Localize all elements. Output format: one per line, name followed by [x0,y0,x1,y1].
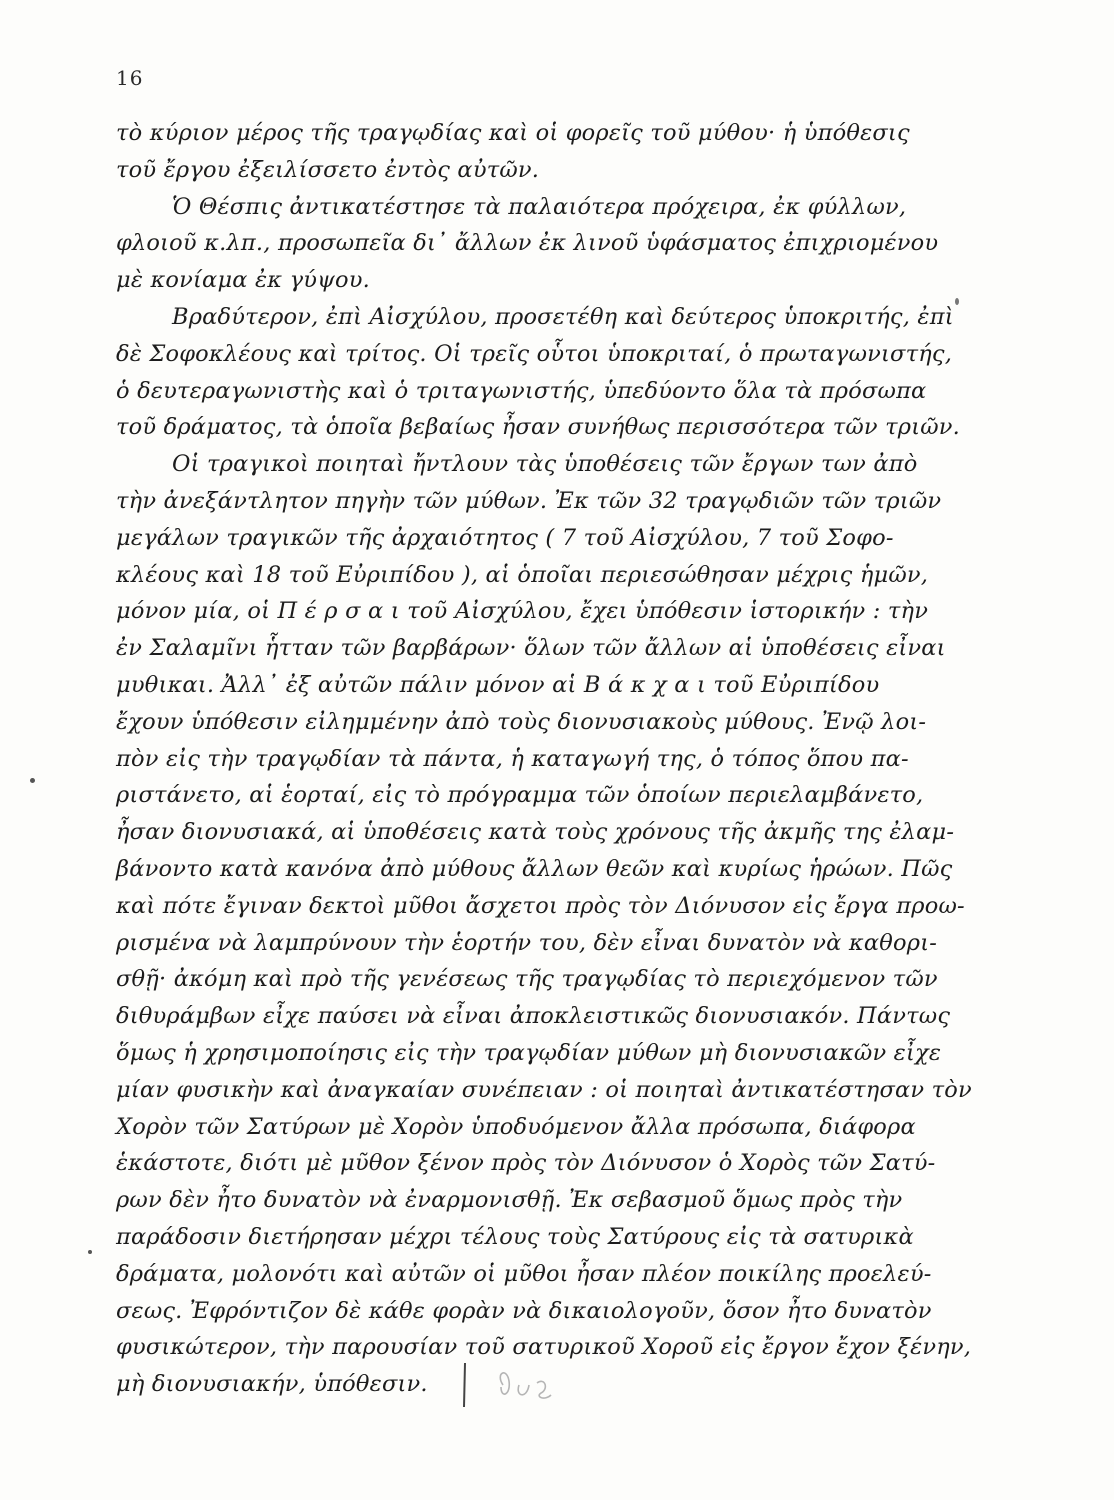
text-line: παράδοσιν διετήρησαν μέχρι τέλους τοὺς Σατύρους εἰς τὰ σατυρικὰ [116,1223,914,1250]
text-line: κλέους καὶ 18 τοῦ Εὐριπίδου ), αἱ ὁποῖαι περιεσώθησαν μέχρις ἡμῶν, [116,561,929,588]
page-number: 16 [116,66,144,90]
text-line: φυσικώτερον, τὴν παρουσίαν τοῦ σατυρικοῦ Χοροῦ εἰς ἔργον ἔχον ξένην, [116,1334,972,1361]
text-line: διθυράμβων εἶχε παύσει νὰ εἶναι ἀποκλειστικῶς διονυσιακόν. Πάντως [116,1003,951,1030]
text-line: ὁ δευτεραγωνιστὴς καὶ ὁ τριταγωνιστής, ὑπεδύοντο ὅλα τὰ πρόσωπα [116,377,927,404]
text-line: μὴ διονυσιακήν, ὑπόθεσιν. [116,1371,428,1398]
text-line: μυθικαι. Ἀλλ᾽ ἐξ αὐτῶν πάλιν μόνον αἱ Β ά κ χ α ι τοῦ Εὐριπίδου [116,671,880,698]
text-line: ἔχουν ὑπόθεσιν εἰλημμένην ἀπὸ τοὺς διονυσιακοὺς μύθους. Ἐνῷ λοι- [116,708,927,735]
scan-speck [88,1250,92,1254]
text-line: μίαν φυσικὴν καὶ ἀναγκαίαν συνέπειαν : οἱ ποιηταὶ ἀντικατέστησαν τὸν [116,1076,972,1103]
text-line: τὸ κύριον μέρος τῆς τραγῳδίας καὶ οἱ φορεῖς τοῦ μύθου· ἡ ὑπόθεσις [116,120,910,146]
body-text [116,115,971,1403]
text-line: ἑκάστοτε, διότι μὲ μῦθον ξένον πρὸς τὸν Διόνυσον ὁ Χορὸς τῶν Σατύ- [116,1150,936,1177]
text-line: μεγάλων τραγικῶν τῆς ἀρχαιότητος ( 7 τοῦ Αἰσχύλου, 7 τοῦ Σοφο- [116,524,894,551]
text-line: βάνοντο κατὰ κανόνα ἀπὸ μύθους ἄλλων θεῶν καὶ κυρίως ἡρώων. Πῶς [116,855,953,882]
text-line: τοῦ ἔργου ἐξειλίσσετο ἐντὸς αὐτῶν. [116,156,540,183]
pencil-annotation-icon [455,1355,565,1415]
text-line: Οἱ τραγικοὶ ποιηταὶ ἤντλουν τὰς ὑποθέσεις τῶν ἔργων των ἀπὸ [172,451,918,478]
text-line: σεως. Ἐφρόντιζον δὲ κάθε φορὰν νὰ δικαιολογοῦν, ὅσον ἦτο δυνατὸν [116,1297,932,1324]
text-line: τὴν ἀνεξάντλητον πηγὴν τῶν μύθων. Ἐκ τῶν 32 τραγῳδιῶν τῶν τριῶν [116,487,942,514]
text-line: ὅμως ἡ χρησιμοποίησις εἰς τὴν τραγῳδίαν μύθων μὴ διονυσιακῶν εἶχε [116,1039,942,1066]
text-line: ρων δὲν ἦτο δυνατὸν νὰ ἐναρμονισθῇ. Ἐκ σεβασμοῦ ὅμως πρὸς τὴν [116,1187,903,1214]
text-line: φλοιοῦ κ.λπ., προσωπεῖα δι᾽ ἄλλων ἐκ λινοῦ ὑφάσματος ἐπιχριομένου [116,230,939,257]
scan-speck [30,778,35,783]
text-line: τοῦ δράματος, τὰ ὁποῖα βεβαίως ἦσαν συνήθως περισσότερα τῶν τριῶν. [116,414,961,441]
text-line: πὸν εἰς τὴν τραγῳδίαν τὰ πάντα, ἡ καταγωγή της, ὁ τόπος ὅπου πα- [116,745,909,772]
text-line: Βραδύτερον, ἐπὶ Αἰσχύλου, προσετέθη καὶ δεύτερος ὑποκριτής, ἐπὶ [172,303,954,330]
text-line: δὲ Σοφοκλέους καὶ τρίτος. Οἱ τρεῖς οὗτοι ὑποκριταί, ὁ πρωταγωνιστής, [116,340,953,367]
text-line: μὲ κονίαμα ἐκ γύψου. [116,267,370,294]
scan-speck [955,298,959,305]
text-line: ριστάνετο, αἱ ἑορταί, εἰς τὸ πρόγραμμα τῶν ὁποίων περιελαμβάνετο, [116,782,924,809]
text-line: Χορὸν τῶν Σατύρων μὲ Χορὸν ὑποδυόμενον ἄλλα πρόσωπα, διάφορα [116,1113,916,1140]
text-line: Ὁ Θέσπις ἀντικατέστησε τὰ παλαιότερα πρόχειρα, ἐκ φύλλων, [172,193,907,220]
text-line: δράματα, μολονότι καὶ αὐτῶν οἱ μῦθοι ἦσαν πλέον ποικίλης προελεύ- [116,1260,932,1287]
text-line: ἦσαν διονυσιακά, αἱ ὑποθέσεις κατὰ τοὺς χρόνους τῆς ἀκμῆς της ἐλαμ- [116,819,955,846]
text-line: ρισμένα νὰ λαμπρύνουν τὴν ἑορτήν του, δὲν εἶναι δυνατὸν νὰ καθορι- [116,929,938,956]
text-line: ἐν Σαλαμῖνι ἧτταν τῶν βαρβάρων· ὅλων τῶν ἄλλων αἱ ὑποθέσεις εἶναι [116,635,946,662]
text-line: καὶ πότε ἔγιναν δεκτοὶ μῦθοι ἄσχετοι πρὸς τὸν Διόνυσον εἰς ἔργα προω- [116,892,965,919]
text-line: μόνον μία, οἱ Π έ ρ σ α ι τοῦ Αἰσχύλου, ἔχει ὑπόθεσιν ἱστορικήν : τὴν [116,598,929,625]
text-line: σθῇ· ἀκόμη καὶ πρὸ τῆς γενέσεως τῆς τραγῳδίας τὸ περιεχόμενον τῶν [116,966,938,993]
